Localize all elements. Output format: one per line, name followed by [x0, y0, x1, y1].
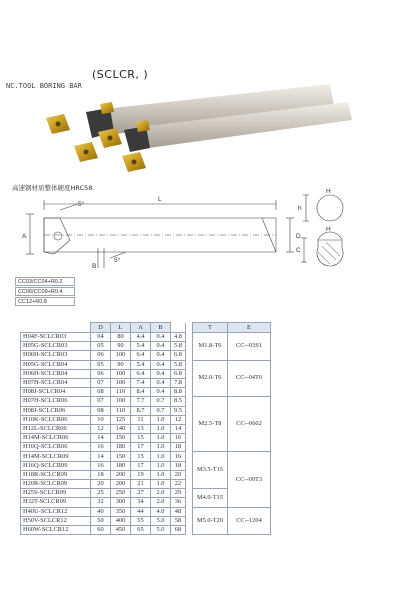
h-cell: 48: [171, 507, 186, 516]
b-cell: 0.4: [151, 369, 171, 378]
header-L: L: [111, 323, 131, 333]
insert-group-cell: CC--1204: [228, 507, 271, 535]
angle-label: 5°: [78, 201, 85, 208]
d-cell: 16: [91, 461, 111, 470]
b-cell: 1.0: [151, 452, 171, 461]
a-cell: 15: [131, 452, 151, 461]
l-cell: 350: [111, 507, 131, 516]
gap-cell: [186, 434, 193, 443]
gap-cell: [186, 333, 193, 342]
d-cell: 12: [91, 424, 111, 433]
material-note: 高速钢材质整体硬度HRC58.: [12, 184, 95, 192]
d-cell: 18: [91, 470, 111, 479]
h-cell: 4.8: [171, 333, 186, 342]
l-cell: 110: [111, 406, 131, 415]
model-cell: H16Q-SCLCR06: [21, 443, 91, 452]
d-cell: 16: [91, 443, 111, 452]
h-cell: 8.8: [171, 388, 186, 397]
model-cell: H07H-SCLCR06: [21, 397, 91, 406]
gap-cell: [186, 498, 193, 507]
model-cell: H05G-SCLCR04: [21, 360, 91, 369]
gap-cell: [186, 406, 193, 415]
thread-group-cell: M4.0-T15: [193, 489, 228, 507]
d-cell: 32: [91, 498, 111, 507]
a-cell: 7.7: [131, 397, 151, 406]
insert-group-cell: CC--09T3: [228, 452, 271, 507]
gap-cell: [186, 388, 193, 397]
model-cell: H18R-SCLCR09: [21, 470, 91, 479]
gap-cell: [186, 342, 193, 351]
d-cell: 08: [91, 406, 111, 415]
l-cell: 125: [111, 415, 131, 424]
model-cell: H06H-SCLCR03: [21, 351, 91, 360]
table-row: [21, 452, 271, 461]
table-header-row: [21, 323, 271, 333]
h-cell: 20: [171, 470, 186, 479]
page-title: (SCLCR, ): [92, 68, 149, 81]
model-cell: H07H-SCLCR04: [21, 378, 91, 387]
header-h-blank: [171, 323, 186, 333]
b-cell: 1.0: [151, 415, 171, 424]
l-cell: 110: [111, 388, 131, 397]
insert-group-cell: CC--04T0: [228, 360, 271, 397]
gap-cell: [186, 443, 193, 452]
table-row: [21, 507, 271, 516]
h-cell: 36: [171, 498, 186, 507]
model-cell: H20R-SCLCR09: [21, 480, 91, 489]
d-cell: 05: [91, 342, 111, 351]
a-cell: 5.4: [131, 342, 151, 351]
a-cell: 8.7: [131, 406, 151, 415]
h-cell: 12: [171, 415, 186, 424]
model-cell: H32T-SCLCR09: [21, 498, 91, 507]
a-cell: 11: [131, 415, 151, 424]
model-cell: H06H-SCLCR04: [21, 369, 91, 378]
a-cell: 27: [131, 489, 151, 498]
h-cell: 7.8: [171, 378, 186, 387]
h-cell: 5.8: [171, 342, 186, 351]
l-cell: 200: [111, 480, 131, 489]
h-cell: 6.8: [171, 351, 186, 360]
section-H-label: H: [326, 188, 331, 195]
l-cell: 250: [111, 489, 131, 498]
model-cell: H50V-SCLCR12: [21, 516, 91, 525]
h-cell: 16: [171, 452, 186, 461]
a-cell: 7.4: [131, 378, 151, 387]
header-B: B: [151, 323, 171, 333]
model-cell: H25S-SCLCR09: [21, 489, 91, 498]
a-cell: 65: [131, 525, 151, 534]
b-cell: 1.0: [151, 443, 171, 452]
b-cell: 0.4: [151, 378, 171, 387]
gap-cell: [186, 378, 193, 387]
d-cell: 06: [91, 369, 111, 378]
dim-B-label: B: [92, 263, 97, 270]
d-cell: 14: [91, 452, 111, 461]
b-cell: 1.0: [151, 461, 171, 470]
model-cell: H08J-SCLCR04: [21, 388, 91, 397]
header-D: D: [91, 323, 111, 333]
l-cell: 100: [111, 351, 131, 360]
gap-cell: [186, 452, 193, 461]
gap-cell: [186, 369, 193, 378]
a-cell: 21: [131, 480, 151, 489]
d-cell: 40: [91, 507, 111, 516]
h-cell: 9.5: [171, 406, 186, 415]
gap-cell: [186, 397, 193, 406]
d-cell: 14: [91, 434, 111, 443]
h-cell: 18: [171, 443, 186, 452]
header-A: A: [131, 323, 151, 333]
table-row: [21, 360, 271, 369]
l-cell: 180: [111, 461, 131, 470]
gap-cell: [186, 360, 193, 369]
thread-group-cell: M5.0-T20: [193, 507, 228, 535]
b-cell: 0.4: [151, 342, 171, 351]
insert-group-cell: CC--0602: [228, 397, 271, 452]
header-T: T: [193, 323, 228, 333]
model-cell: H08J-SCLCR06: [21, 406, 91, 415]
header-gap: [186, 323, 193, 333]
a-cell: 4.4: [131, 333, 151, 342]
model-cell: H12L-SCLCR06: [21, 424, 91, 433]
a-cell: 44: [131, 507, 151, 516]
l-cell: 450: [111, 525, 131, 534]
section-h-label: h: [298, 205, 302, 212]
gap-cell: [186, 516, 193, 525]
section-C-label: C: [296, 247, 301, 254]
b-cell: 0.4: [151, 388, 171, 397]
b-cell: 4.0: [151, 507, 171, 516]
l-cell: 100: [111, 378, 131, 387]
d-cell: 07: [91, 378, 111, 387]
header-E: E: [228, 323, 271, 333]
a-cell: 5.4: [131, 360, 151, 369]
thread-group-cell: M2.5-T8: [193, 397, 228, 452]
b-cell: 2.0: [151, 498, 171, 507]
b-cell: 2.0: [151, 489, 171, 498]
a-cell: 6.4: [131, 351, 151, 360]
b-cell: 5.0: [151, 525, 171, 534]
l-cell: 100: [111, 397, 131, 406]
model-cell: H14M-SCLCR09: [21, 452, 91, 461]
d-cell: 04: [91, 333, 111, 342]
l-cell: 400: [111, 516, 131, 525]
h-cell: 22: [171, 480, 186, 489]
d-cell: 07: [91, 397, 111, 406]
d-cell: 20: [91, 480, 111, 489]
dim-L-label: L: [158, 196, 162, 203]
l-cell: 100: [111, 369, 131, 378]
table-row: [21, 397, 271, 406]
model-cell: H40U-SCLCR12: [21, 507, 91, 516]
b-cell: 1.0: [151, 480, 171, 489]
b-cell: 1.0: [151, 470, 171, 479]
model-cell: H05G-SCLCR03: [21, 342, 91, 351]
section-H2-label: H: [326, 226, 331, 233]
h-cell: 16: [171, 434, 186, 443]
l-cell: 90: [111, 360, 131, 369]
insert-group-cell: CC--03S1: [228, 333, 271, 361]
model-cell: H16Q-SCLCR09: [21, 461, 91, 470]
product-photo: [0, 80, 401, 180]
a-cell: 15: [131, 434, 151, 443]
gap-cell: [186, 525, 193, 534]
gap-cell: [186, 415, 193, 424]
gap-cell: [186, 470, 193, 479]
b-cell: 1.0: [151, 434, 171, 443]
d-cell: 50: [91, 516, 111, 525]
gap-cell: [186, 461, 193, 470]
tolerance-note-1: CC03/CC04+R0.2: [18, 279, 63, 285]
gap-cell: [186, 424, 193, 433]
l-cell: 200: [111, 470, 131, 479]
a-cell: 17: [131, 461, 151, 470]
h-cell: 29: [171, 489, 186, 498]
table-row: [21, 333, 271, 342]
a-cell: 19: [131, 470, 151, 479]
l-cell: 140: [111, 424, 131, 433]
a-cell: 55: [131, 516, 151, 525]
a-cell: 34: [131, 498, 151, 507]
l-cell: 80: [111, 333, 131, 342]
spec-table: [20, 322, 271, 535]
h-cell: 6.8: [171, 369, 186, 378]
h-cell: 5.8: [171, 360, 186, 369]
b-cell: 0.4: [151, 360, 171, 369]
h-cell: 68: [171, 525, 186, 534]
b-cell: 0.7: [151, 397, 171, 406]
l-cell: 150: [111, 434, 131, 443]
header-blank: [21, 323, 91, 333]
dim-D-label: D: [296, 233, 301, 240]
b-cell: 0.4: [151, 333, 171, 342]
tolerance-note-2: CC06/CC09+R0.4: [18, 289, 63, 295]
a-cell: 17: [131, 443, 151, 452]
b-cell: 0.7: [151, 406, 171, 415]
product-subtitle: NC.TOOL BORING BAR: [6, 82, 82, 90]
thread-group-cell: M2.0-T6: [193, 360, 228, 397]
h-cell: 58: [171, 516, 186, 525]
d-cell: 05: [91, 360, 111, 369]
a-cell: 13: [131, 424, 151, 433]
b-cell: 1.0: [151, 424, 171, 433]
l-cell: 90: [111, 342, 131, 351]
model-cell: H10K-SCLCR06: [21, 415, 91, 424]
thread-group-cell: M3.5-T15: [193, 452, 228, 489]
thread-group-cell: M1.8-T6: [193, 333, 228, 361]
tolerance-note-3: CC12+R0.8: [18, 299, 47, 305]
l-cell: 150: [111, 452, 131, 461]
d-cell: 10: [91, 415, 111, 424]
d-cell: 60: [91, 525, 111, 534]
gap-cell: [186, 489, 193, 498]
b-cell: 0.4: [151, 351, 171, 360]
model-cell: H04F-SCLCR03: [21, 333, 91, 342]
a-cell: 6.4: [131, 369, 151, 378]
b-cell: 5.0: [151, 516, 171, 525]
d-cell: 25: [91, 489, 111, 498]
gap-cell: [186, 351, 193, 360]
l-cell: 180: [111, 443, 131, 452]
l-cell: 300: [111, 498, 131, 507]
h-cell: 8.5: [171, 397, 186, 406]
a-cell: 8.4: [131, 388, 151, 397]
dim-A-label: A: [22, 233, 27, 240]
gap-cell: [186, 507, 193, 516]
d-cell: 06: [91, 351, 111, 360]
gap-cell: [186, 480, 193, 489]
model-cell: H14M-SCLCR06: [21, 434, 91, 443]
d-cell: 08: [91, 388, 111, 397]
h-cell: 18: [171, 461, 186, 470]
h-cell: 14: [171, 424, 186, 433]
model-cell: H60W-SCLCR12: [21, 525, 91, 534]
angle-label-2: 5°: [114, 257, 121, 264]
